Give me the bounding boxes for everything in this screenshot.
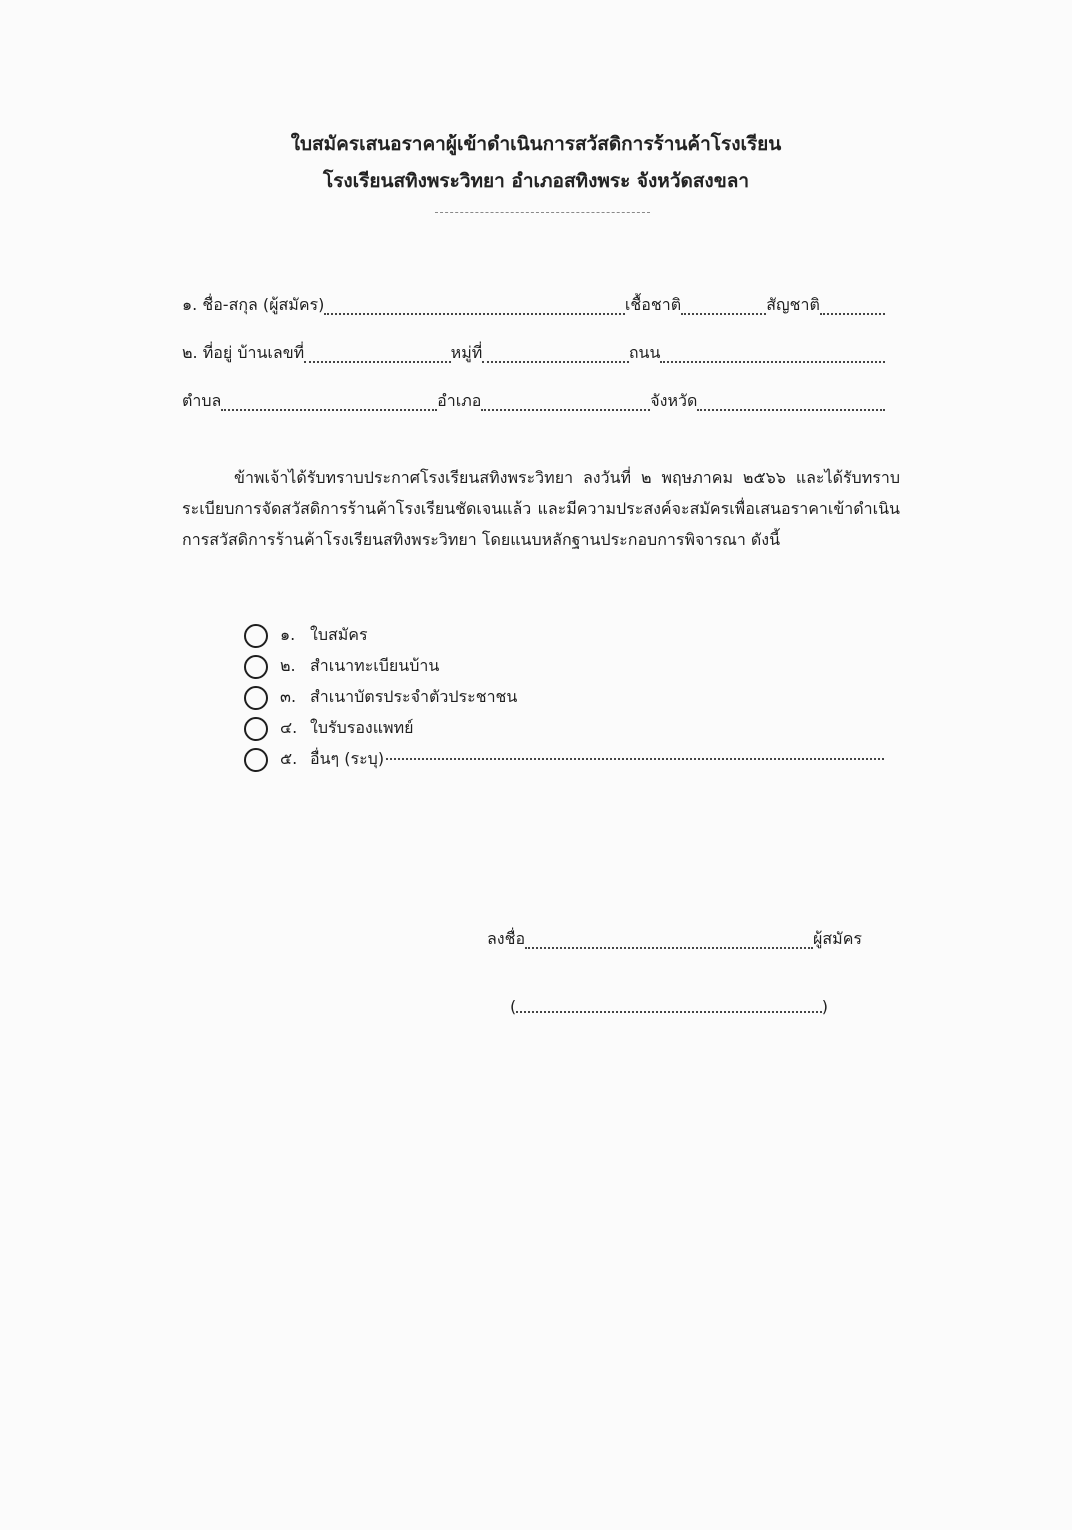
applicant-name-row [182, 294, 885, 320]
checklist-number: ๓. [280, 687, 297, 706]
form-title-line2: โรงเรียนสทิงพระวิทยา อำเภอสทิงพระ จังหวัดสงขลา [322, 170, 750, 192]
checklist-item [244, 620, 884, 651]
house-number-label: ๒. ที่อยู่ บ้านเลขที่ [182, 343, 305, 362]
close-paren: ) [821, 997, 828, 1016]
checklist-label: ใบรับรองแพทย์ [310, 718, 414, 737]
checklist-number: ๒. [280, 656, 296, 675]
applicant-name-label: ๑. ชื่อ-สกุล (ผู้สมัคร) [182, 295, 325, 314]
house-number-field[interactable] [304, 359, 451, 363]
applicant-label: ผู้สมัคร [813, 929, 862, 948]
checklist-item [244, 651, 884, 682]
other-specify-field[interactable] [386, 756, 884, 760]
checkbox-circle-icon[interactable] [244, 748, 268, 772]
tambon-field[interactable] [221, 407, 437, 411]
applicant-name-field[interactable] [324, 311, 625, 315]
checklist-label: สำเนาทะเบียนบ้าน [310, 656, 440, 675]
signature-field[interactable] [525, 945, 813, 949]
checklist-item [244, 682, 884, 713]
checklist-item [244, 744, 884, 775]
amphoe-field[interactable] [481, 407, 650, 411]
checklist-number: ๑. [280, 625, 296, 644]
checklist-number: ๕. [280, 749, 298, 768]
form-title-line1: ใบสมัครเสนอราคาผู้เข้าดำเนินการสวัสดิการร้านค้าโรงเรียน [290, 133, 782, 155]
location-row [182, 390, 885, 416]
open-paren: ( [510, 997, 517, 1016]
sign-label: ลงชื่อ [487, 929, 526, 948]
checklist-label: ใบสมัคร [310, 625, 368, 644]
printed-name-field[interactable] [516, 1009, 822, 1013]
nationality-field[interactable] [820, 311, 885, 315]
attachment-checklist [244, 620, 884, 775]
printed-name-line [510, 992, 828, 1018]
checkbox-circle-icon[interactable] [244, 655, 268, 679]
road-label: ถนน [628, 343, 661, 362]
checkbox-circle-icon[interactable] [244, 717, 268, 741]
checklist-label: อื่นๆ (ระบุ) [310, 749, 385, 768]
province-label: จังหวัด [650, 391, 698, 410]
road-field[interactable] [660, 359, 885, 363]
province-field[interactable] [697, 407, 885, 411]
moo-field[interactable] [482, 359, 629, 363]
moo-label: หมู่ที่ [450, 343, 483, 362]
address-row [182, 342, 885, 368]
checkbox-circle-icon[interactable] [244, 686, 268, 710]
tambon-label: ตำบล [182, 391, 222, 410]
checklist-label: สำเนาบัตรประจำตัวประชาชน [310, 687, 518, 706]
declaration-paragraph: ข้าพเจ้าได้รับทราบประกาศโรงเรียนสทิงพระวิทยา ลงวันที่ ๒ พฤษภาคม ๒๕๖๖ และได้รับทราบระเบียบการจัดสวัสดิการร้านค้าโรงเรียนชัดเจนแล้ว และมีความประสงค์จะสมัครเพื่อเสนอราคาเข้าดำเนินการสวัสดิการร้านค้าโรงเรียนสทิงพระวิทยา โดยแนบหลักฐานประกอบการพิจารณา ดังนี้ [182, 468, 900, 549]
title-divider [435, 212, 650, 213]
signature-line [487, 928, 862, 954]
ethnicity-field[interactable] [681, 311, 766, 315]
nationality-label: สัญชาติ [766, 295, 820, 314]
ethnicity-label: เชื้อชาติ [624, 295, 682, 314]
checklist-number: ๔. [280, 718, 298, 737]
checklist-item [244, 713, 884, 744]
amphoe-label: อำเภอ [437, 391, 482, 410]
checkbox-circle-icon[interactable] [244, 624, 268, 648]
